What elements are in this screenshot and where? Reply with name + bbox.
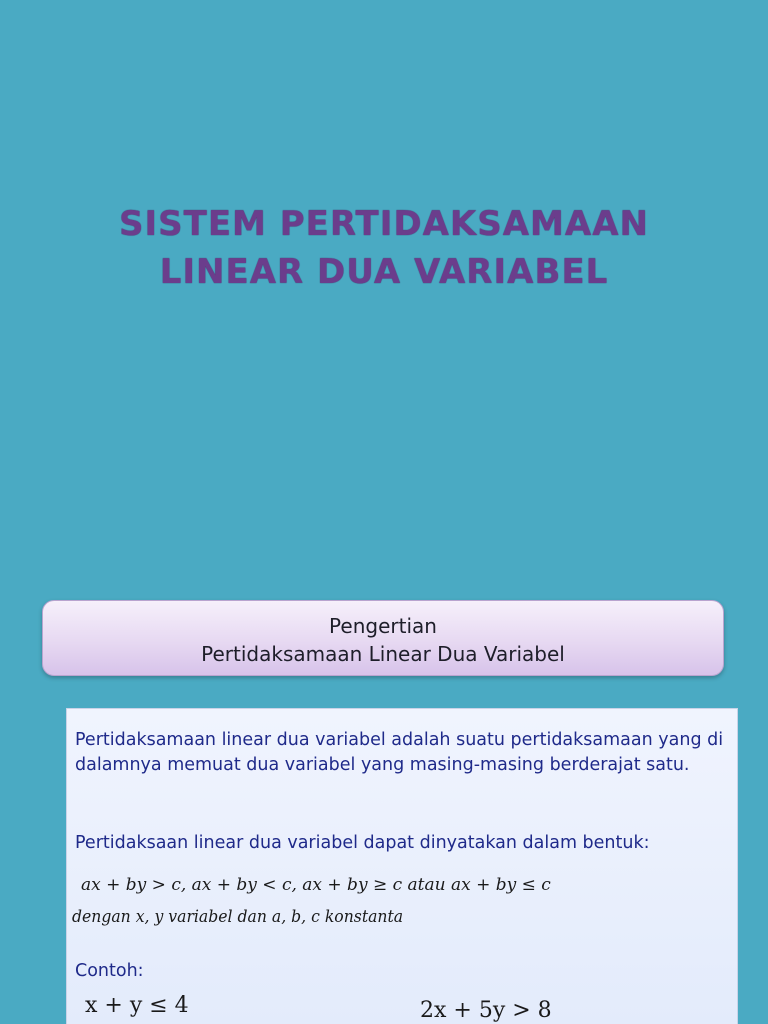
slide-title-line-2: LINEAR DUA VARIABEL <box>159 252 609 292</box>
form-intro-text: Pertidaksaan linear dua variabel dapat dinyatakan dalam bentuk: <box>75 833 650 853</box>
banner-subheading: Pertidaksamaan Linear Dua Variabel <box>201 642 565 666</box>
section-banner <box>42 600 724 676</box>
general-form-formula: ax + by > c, ax + by < c, ax + by ≥ c atau ax + by ≤ c <box>81 875 551 895</box>
slide-title-line-1: SISTEM PERTIDAKSAMAAN <box>119 204 649 244</box>
content-box <box>66 708 738 1024</box>
example-label: Contoh: <box>75 961 144 981</box>
example-1-formula: x + y ≤ 4 <box>85 993 189 1018</box>
formula-note: dengan x, y variabel dan a, b, c konstanta <box>72 907 404 927</box>
definition-text: Pertidaksamaan linear dua variabel adalah suatu pertidaksamaan yang di dalamnya memuat dua variabel yang masing-masing berderajat satu. <box>75 730 724 775</box>
banner-heading: Pengertian <box>329 614 437 638</box>
example-2-formula: 2x + 5y > 8 <box>420 998 552 1023</box>
slide-title <box>0 200 768 296</box>
